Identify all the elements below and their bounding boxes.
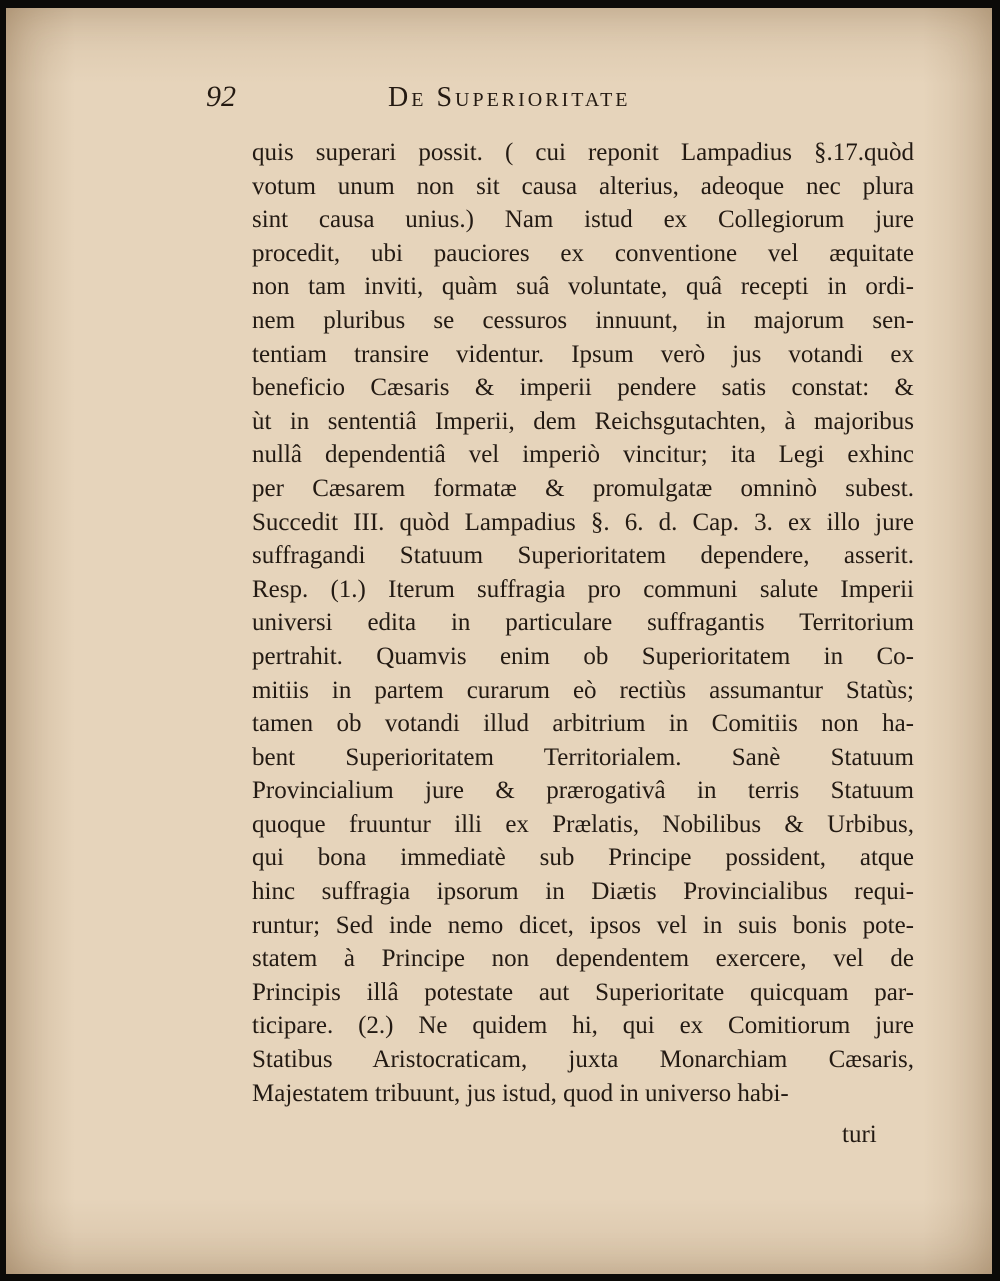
running-head: De Superioritate (388, 82, 631, 113)
text-line: beneficio Cæsaris & imperii pendere satis constat: & (252, 374, 914, 402)
text-line: procedit, ubi pauciores ex conventione vel æquitate (252, 239, 914, 267)
text-line: Statibus Aristocraticam, juxta Monarchiam Cæsaris, (252, 1046, 914, 1074)
text-line: nullâ dependentiâ vel imperiò vincitur; ita Legi exhinc (252, 441, 914, 469)
text-line: hinc suffragia ipsorum in Diætis Provincialibus requi- (252, 878, 914, 906)
text-line: tamen ob votandi illud arbitrium in Comitiis non ha- (252, 710, 914, 738)
text-line: statem à Principe non dependentem exercere, vel de (252, 945, 914, 973)
catchword: turi (842, 1121, 877, 1148)
text-line: Succedit III. quòd Lampadius §. 6. d. Cap. 3. ex illo jure (252, 508, 914, 536)
text-line: quis superari possit. ( cui reponit Lampadius §.17.quòd (252, 139, 914, 166)
text-line: runtur; Sed inde nemo dicet, ipsos vel in suis bonis pote- (252, 911, 914, 939)
text-line: sint causa unius.) Nam istud ex Collegiorum jure (252, 206, 914, 234)
text-line: qui bona immediatè sub Principe possident, atque (252, 844, 914, 872)
text-line: nem pluribus se cessuros innuunt, in majorum sen- (252, 306, 914, 334)
page-header (206, 80, 726, 116)
text-line: Majestatem tribuunt, jus istud, quod in universo habi- (252, 1079, 789, 1107)
text-line: Provincialium jure & prærogativâ in terris Statuum (252, 777, 914, 805)
body-text (252, 136, 914, 1110)
text-line: universi edita in particulare suffragantis Territorium (252, 609, 914, 637)
text-line: mitiis in partem curarum eò rectiùs assumantur Statùs; (252, 676, 914, 704)
text-line: Resp. (1.) Iterum suffragia pro communi salute Imperii (252, 575, 914, 603)
text-line: ùt in sententiâ Imperii, dem Reichsgutachten, à majoribus (252, 407, 914, 435)
text-line: Principis illâ potestate aut Superioritate quicquam par- (252, 978, 914, 1006)
text-line: votum unum non sit causa alterius, adeoque nec plura (252, 172, 914, 200)
page-number: 92 (206, 80, 236, 113)
text-line: per Cæsarem formatæ & promulgatæ omninò subest. (252, 474, 914, 502)
text-line: suffragandi Statuum Superioritatem dependere, asserit. (252, 542, 914, 570)
text-line: non tam inviti, quàm suâ voluntate, quâ recepti in ordi- (252, 273, 914, 301)
text-line: bent Superioritatem Territorialem. Sanè Statuum (252, 743, 914, 771)
text-line: tentiam transire videntur. Ipsum verò jus votandi ex (252, 340, 914, 368)
text-line: quoque fruuntur illi ex Prælatis, Nobilibus & Urbibus, (252, 810, 914, 838)
text-line: pertrahit. Quamvis enim ob Superioritatem in Co- (252, 642, 914, 670)
book-page (6, 8, 992, 1274)
text-line: ticipare. (2.) Ne quidem hi, qui ex Comitiorum jure (252, 1012, 914, 1040)
